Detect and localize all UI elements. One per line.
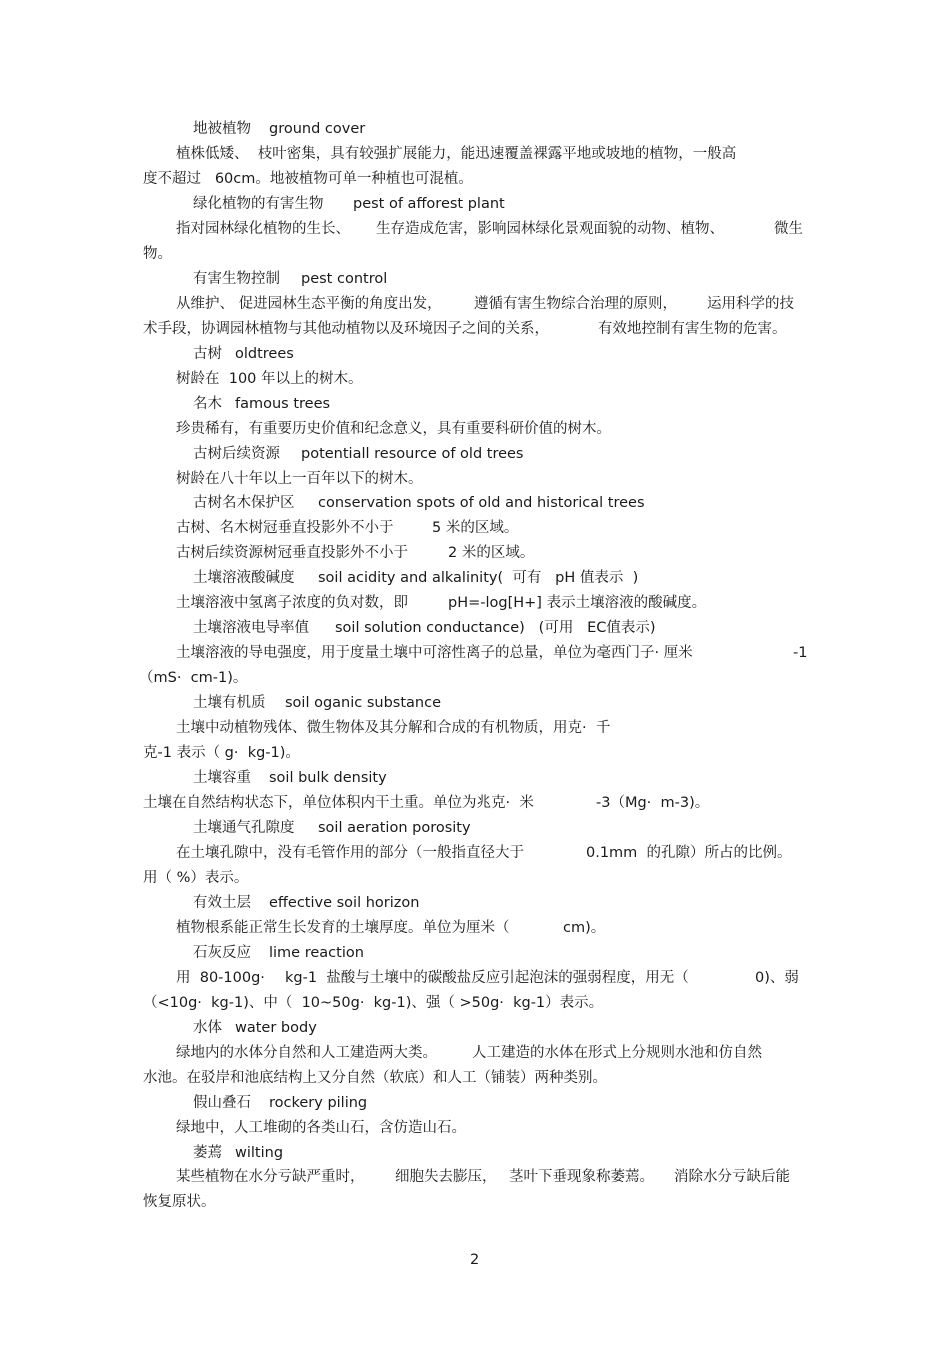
term-zh: 假山叠石 <box>193 1095 251 1111</box>
definition-line: 土壤在自然结构状态下，单位体积内干土重。单位为兆克· 米 <box>143 795 534 811</box>
term-en: soil bulk density <box>269 770 387 786</box>
term-en: lime reaction <box>269 945 364 961</box>
definition-line: 珍贵稀有，有重要历史价值和纪念意义，具有重要科研价值的树木。 <box>176 421 611 437</box>
term-en: water body <box>235 1020 317 1036</box>
term-heading <box>193 270 388 288</box>
definition-line: 指对园林绿化植物的生长、 <box>176 221 350 237</box>
term-heading <box>193 1019 317 1037</box>
term-heading <box>193 345 294 363</box>
definition-line: 绿地中，人工堆砌的各类山石，含仿造山石。 <box>176 1120 466 1136</box>
term-zh: 萎蔫 <box>193 1145 222 1161</box>
definition-line: 0.1mm 的孔隙）所占的比例。 <box>586 845 792 861</box>
definition-line: 某些植物在水分亏缺严重时， <box>176 1169 365 1185</box>
definition-line: 从维护、 促进园林生态平衡的角度出发， <box>176 296 442 312</box>
term-zh: 水体 <box>193 1020 222 1036</box>
definition-line: 土壤溶液中氢离子浓度的负对数，即 <box>176 595 408 611</box>
term-heading <box>193 769 387 787</box>
definition-line: 树龄在 100 年以上的树木。 <box>176 371 363 387</box>
page-number: 2 <box>470 1252 480 1268</box>
term-heading <box>193 694 442 712</box>
definition-line: 水池。在驳岸和池底结构上又分自然（软底）和人工（铺装）两种类别。 <box>143 1070 607 1086</box>
term-en: soil oganic substance <box>285 695 442 711</box>
definition-line: kg-1 盐酸与土壤中的碳酸盐反应引起泡沫的强弱程度，用无（ <box>285 970 689 986</box>
definition-line: 用 80-100g· <box>176 970 265 986</box>
definition-line: 植物根系能正常生长发育的土壤厚度。单位为厘米（ <box>176 920 510 936</box>
term-zh: 土壤溶液电导率值 <box>193 620 309 636</box>
definition-line: 绿地内的水体分自然和人工建造两大类。 <box>176 1045 437 1061</box>
definition-line: 古树、名木树冠垂直投影外不小于 <box>176 520 394 536</box>
definition-line: -1 <box>793 645 808 661</box>
definition-line: （mS· cm-1)。 <box>139 670 248 686</box>
term-en: ground cover <box>269 121 366 137</box>
definition-line: 恢复原状。 <box>143 1194 216 1210</box>
term-heading <box>193 944 364 962</box>
term-en: soil acidity and alkalinity( 可有 pH 值表示 ) <box>318 570 639 586</box>
definition-line: pH=-log[H+] 表示土壤溶液的酸碱度。 <box>448 595 707 611</box>
definition-line: 度不超过 60cm。地被植物可单一种植也可混植。 <box>143 171 473 187</box>
definition-line: cm)。 <box>563 920 606 936</box>
definition-line: 微生 <box>774 221 803 237</box>
definition-line: 2 米的区域。 <box>448 545 535 561</box>
term-heading <box>193 569 639 587</box>
term-en: pest control <box>301 271 388 287</box>
term-zh: 地被植物 <box>193 121 251 137</box>
term-zh: 古树后续资源 <box>193 446 280 462</box>
definition-line: 人工建造的水体在形式上分规则水池和仿自然 <box>472 1045 762 1061</box>
term-en: famous trees <box>235 396 331 412</box>
term-zh: 名木 <box>193 396 222 412</box>
definition-line: 5 米的区域。 <box>432 520 519 536</box>
term-heading <box>193 494 645 512</box>
term-en: wilting <box>235 1145 284 1161</box>
term-heading <box>193 120 366 138</box>
term-zh: 土壤通气孔隙度 <box>193 820 295 836</box>
term-zh: 绿化植物的有害生物 <box>193 196 324 212</box>
term-heading <box>193 819 471 837</box>
term-zh: 土壤容重 <box>193 770 251 786</box>
definition-line: 术手段，协调园林植物与其他动植物以及环境因子之间的关系， <box>143 321 549 337</box>
term-en: rockery piling <box>269 1095 368 1111</box>
definition-line: （<10g· kg-1)、中（ 10~50g· kg-1)、强（ >50g· kg-1）表示。 <box>143 995 604 1011</box>
term-heading <box>193 395 331 413</box>
definition-line: 有效地控制有害生物的危害。 <box>598 321 787 337</box>
term-zh: 土壤有机质 <box>193 695 266 711</box>
definition-line: 遵循有害生物综合治理的原则， <box>474 296 677 312</box>
definition-line: 物。 <box>143 246 172 262</box>
definition-line: 树龄在八十年以上一百年以下的树木。 <box>176 471 423 487</box>
definition-line: 运用科学的技 <box>707 296 794 312</box>
definition-line: -3（Mg· m-3)。 <box>596 795 710 811</box>
definition-line: 古树后续资源树冠垂直投影外不小于 <box>176 545 408 561</box>
definition-line: 茎叶下垂现象称萎蔫。 <box>509 1169 654 1185</box>
term-zh: 古树 <box>193 346 222 362</box>
term-zh: 石灰反应 <box>193 945 251 961</box>
term-en: pest of afforest plant <box>353 196 505 212</box>
definition-line: 在土壤孔隙中，没有毛管作用的部分（一般指直径大于 <box>176 845 524 861</box>
definition-line: 细胞失去膨压， <box>395 1169 497 1185</box>
term-heading <box>193 195 505 213</box>
term-zh: 有害生物控制 <box>193 271 280 287</box>
term-en: soil aeration porosity <box>318 820 471 836</box>
definition-line: 克-1 表示（ g· kg-1)。 <box>143 745 300 761</box>
term-en: conservation spots of old and historical trees <box>318 495 645 511</box>
term-en: effective soil horizon <box>269 895 420 911</box>
term-heading <box>193 445 524 463</box>
term-zh: 有效土层 <box>193 895 251 911</box>
term-zh: 古树名木保护区 <box>193 495 295 511</box>
term-zh: 土壤溶液酸碱度 <box>193 570 295 586</box>
term-en: potentiall resource of old trees <box>301 446 524 462</box>
term-en: soil solution conductance) (可用 EC值表示) <box>335 620 656 636</box>
definition-line: 用（ %）表示。 <box>143 870 249 886</box>
definition-line: 生存造成危害，影响园林绿化景观面貌的动物、植物、 <box>376 221 724 237</box>
term-heading <box>193 1094 368 1112</box>
definition-line: 消除水分亏缺后能 <box>674 1169 790 1185</box>
term-en: oldtrees <box>235 346 294 362</box>
definition-line: 0)、弱 <box>755 970 799 986</box>
definition-line: 植株低矮、 枝叶密集，具有较强扩展能力，能迅速覆盖裸露平地或坡地的植物，一般高 <box>176 146 737 162</box>
definition-line: 土壤中动植物残体、微生物体及其分解和合成的有机物质，用克· 千 <box>176 720 611 736</box>
definition-line: 土壤溶液的导电强度，用于度量土壤中可溶性离子的总量，单位为毫西门子· 厘米 <box>176 645 693 661</box>
term-heading <box>193 894 420 912</box>
term-heading <box>193 1144 284 1162</box>
term-heading <box>193 619 656 637</box>
